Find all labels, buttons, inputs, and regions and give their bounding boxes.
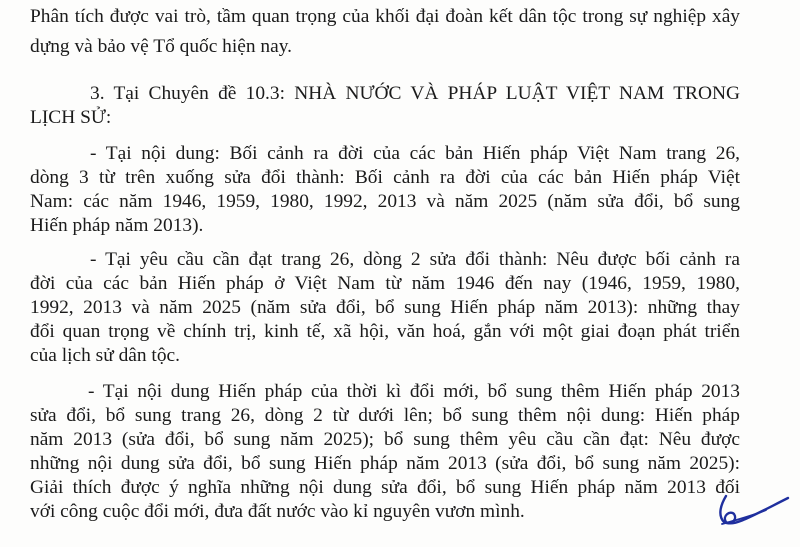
item-3-line-6: với công cuộc đổi mới, đưa đất nước vào kỉ nguyên vươn mình. [30, 501, 525, 522]
item-3-line-4: những nội dung sửa đổi, bổ sung Hiến pháp năm 2013 (sửa đổi, bổ sung năm 2025): [30, 453, 740, 474]
item-2-line-2: đời của các bản Hiến pháp ở Việt Nam từ năm 1946 đến nay (1946, 1959, 1980, [30, 273, 740, 294]
item-1-line-4: Hiến pháp năm 2013). [30, 215, 204, 236]
section-heading-line-2: LỊCH SỬ: [30, 107, 112, 128]
item-2-line-1: - Tại yêu cầu cần đạt trang 26, dòng 2 sửa đổi thành: Nêu được bối cảnh ra [90, 249, 740, 270]
item-2-line-5: của lịch sử dân tộc. [30, 345, 180, 366]
item-3-line-5: Giải thích được ý nghĩa những nội dung sửa đổi, bổ sung Hiến pháp năm 2013 đối [30, 477, 740, 498]
item-2-line-4: đổi quan trọng về chính trị, kinh tế, xã hội, văn hoá, gắn với một giai đoạn phát triển [30, 321, 740, 342]
paragraph-1-line-1: Phân tích được vai trò, tầm quan trọng của khối đại đoàn kết dân tộc trong sự nghiệp xây [30, 6, 740, 27]
item-3-line-3: năm 2013 (sửa đổi, bổ sung năm 2025); bổ sung thêm yêu cầu cần đạt: Nêu được [30, 429, 740, 450]
item-2-line-3: 1992, 2013 và năm 2025 (năm sửa đổi, bổ sung Hiến pháp năm 2013): những thay [30, 297, 740, 318]
item-1-line-3: Nam: các năm 1946, 1959, 1980, 1992, 2013 và năm 2025 (năm sửa đổi, bổ sung [30, 191, 740, 212]
paragraph-1-line-2: dựng và bảo vệ Tổ quốc hiện nay. [30, 36, 292, 57]
item-3-line-1: - Tại nội dung Hiến pháp của thời kì đổi mới, bổ sung thêm Hiến pháp 2013 [88, 381, 740, 402]
item-3-line-2: sửa đổi, bổ sung trang 26, dòng 2 từ dưới lên; bổ sung thêm nội dung: Hiến pháp [30, 405, 740, 426]
handwritten-initial-icon [712, 490, 792, 530]
item-1-line-2: dòng 3 từ trên xuống sửa đổi thành: Bối cảnh ra đời của các bản Hiến pháp Việt [30, 167, 740, 188]
item-1-line-1: - Tại nội dung: Bối cảnh ra đời của các bản Hiến pháp Việt Nam trang 26, [90, 143, 740, 164]
section-heading-line-1: 3. Tại Chuyên đề 10.3: NHÀ NƯỚC VÀ PHÁP LUẬT VIỆT NAM TRONG [90, 83, 740, 104]
